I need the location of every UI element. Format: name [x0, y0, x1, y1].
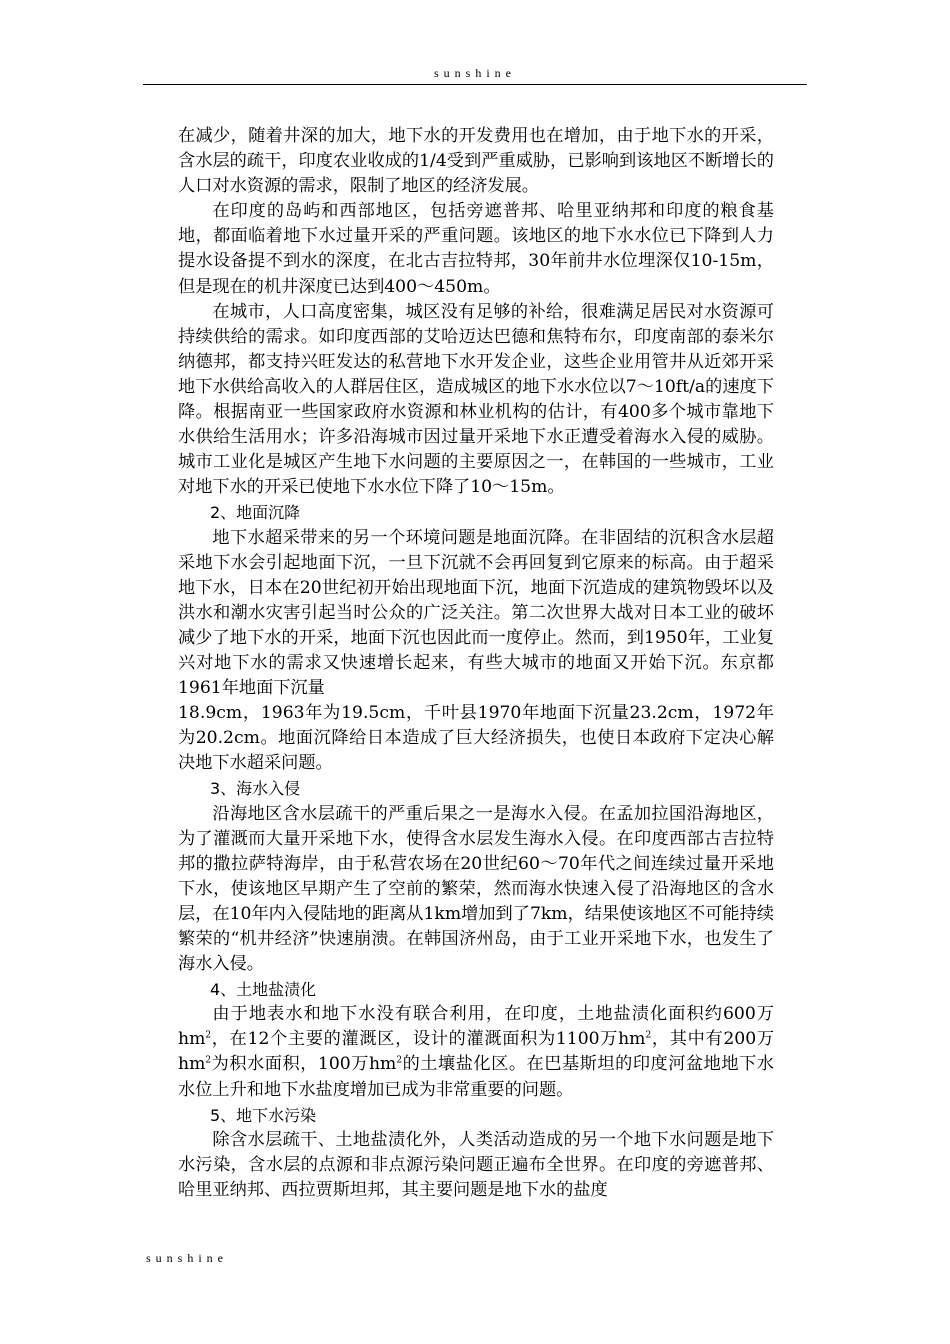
paragraph-subsidence: 地下水超采带来的另一个环境问题是地面沉降。在非固结的沉积含水层超采地下水会引起地面下沉，一旦下沉就不会再回复到它原来的标高。由于超采地下水，日本在20世纪初开始出现地面下沉，地面下沉造成的建筑物毁坏以及洪水和潮水灾害引起当时公众的广泛关注。第二次世界大战对日本工业的破坏减少了地下水的开采，地面下沉也因此而一度停止。然而，到1950年，工业复兴对地下水的需求又快速增长起来，有些大城市的地面又开始下沉。东京都1961年地面下沉量: [178, 527, 774, 699]
section-heading-seawater-intrusion: 3、海水入侵: [210, 779, 301, 799]
paragraph-pollution: 除含水层疏干、土地盐渍化外，人类活动造成的另一个地下水问题是地下水污染，含水层的点源和非点源污染问题正遍布全世界。在印度的旁遮普邦、哈里亚纳邦、西拉贾斯坦邦，其主要问题是地下水的盐度: [178, 1129, 774, 1200]
salinization-text-3: ，其中有200万hm: [178, 1029, 775, 1075]
salinization-text-4: 为积水面积，100万hm: [211, 1054, 397, 1075]
salinization-text-1: 由于地表水和地下水没有联合利用，在印度，土地盐渍化面积约600万hm: [178, 1004, 774, 1050]
header-rule: [143, 84, 807, 85]
paragraph-salinization: [178, 1002, 774, 1102]
page-header: sunshine: [434, 66, 516, 80]
superscript: 2: [205, 1030, 212, 1041]
salinization-text-5: 的土壤盐化区。在巴基斯坦的印度河盆地地下水水位上升和地下水盐度增加已成为非常重要的问题。: [178, 1054, 774, 1100]
superscript: 2: [396, 1055, 403, 1066]
section-heading-subsidence: 2、地面沉降: [210, 503, 301, 523]
paragraph-seawater-intrusion: 沿海地区含水层疏干的严重后果之一是海水入侵。在孟加拉国沿海地区，为了灌溉而大量开采地下水，使得含水层发生海水入侵。在印度西部古吉拉特邦的撒拉萨特海岸，由于私营农场在20世纪60～70年代之间连续过量开采地下水，使该地区早期产生了空前的繁荣，然而海水快速入侵了沿海地区的含水层，在10年内入侵陆地的距离从1km增加到了7km，结果使该地区不可能持续繁荣的“机井经济”快速崩溃。在韩国济州岛，由于工业开采地下水，也发生了海水入侵。: [178, 803, 774, 975]
section-heading-salinization: 4、土地盐渍化: [210, 980, 317, 1000]
superscript: 2: [205, 1055, 212, 1066]
section-heading-pollution: 5、地下水污染: [210, 1105, 317, 1125]
paragraph-india-overdraft: 在印度的岛屿和西部地区，包括旁遮普邦、哈里亚纳邦和印度的粮食基地，都面临着地下水过量开采的严重问题。该地区的地下水水位已下降到人力提水设备提不到水的深度，在北古吉拉特邦，30年前井水位埋深仅10-15m，但是现在的机井深度已达到400～450m。: [178, 201, 774, 297]
paragraph-cities: 在城市，人口高度密集，城区没有足够的补给，很难满足居民对水资源可持续供给的需求。如印度西部的艾哈迈达巴德和焦特布尔，印度南部的泰米尔纳德邦，都支持兴旺发达的私营地下水开发企业，这些企业用管井从近郊开采地下水供给高收入的人群居住区，造成城区的地下水水位以7～10ft/a的速度下降。根据南亚一些国家政府水资源和林业机构的估计，有400多个城市靠地下水供给生活用水；许多沿海城市因过量开采地下水正遭受着海水入侵的威胁。城市工业化是城区产生地下水问题的主要原因之一，在韩国的一些城市，工业对地下水的开采已使地下水水位下降了10～15m。: [178, 301, 774, 498]
salinization-text-2: ，在12个主要的灌溉区，设计的灌溉面积为1100万hm: [211, 1029, 646, 1050]
paragraph-continued: 在减少，随着井深的加大，地下水的开发费用也在增加，由于地下水的开采，含水层的疏干，印度农业收成的1/4受到严重威胁，已影响到该地区不断增长的人口对水资源的需求，限制了地区的经济发展。: [178, 126, 774, 197]
paragraph-subsidence-cont: 18.9cm，1963年为19.5cm，千叶县1970年地面下沉量23.2cm，1972年为20.2cm。地面沉降给日本造成了巨大经济损失，也使日本政府下定决心解决地下水超采问题。: [178, 703, 774, 774]
document-body: [178, 124, 774, 1203]
page-footer: sunshine: [146, 1251, 228, 1265]
superscript: 2: [645, 1030, 652, 1041]
